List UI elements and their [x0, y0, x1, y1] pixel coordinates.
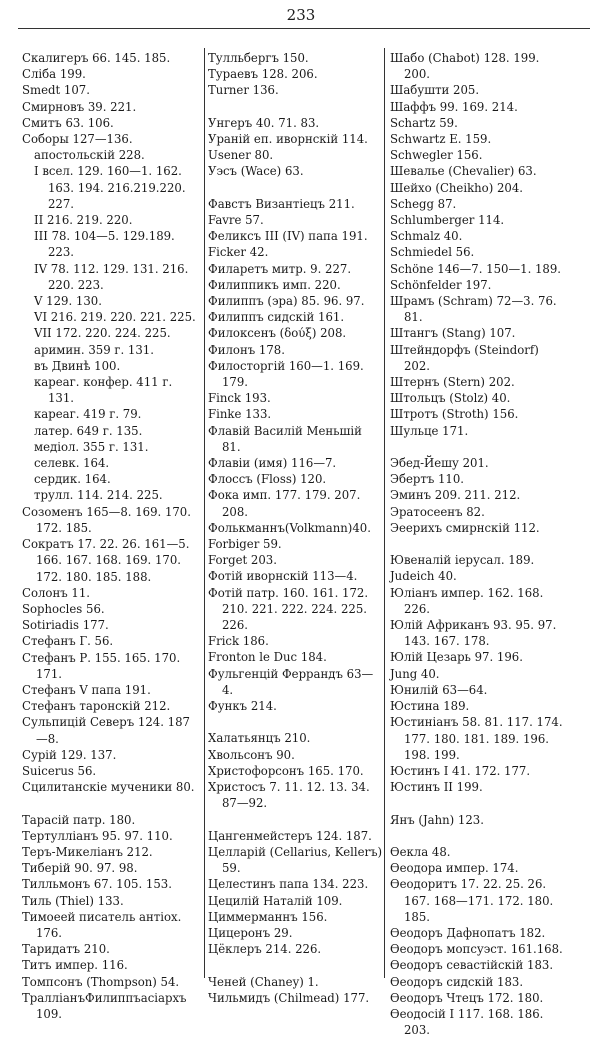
index-entry: Schartz 59.	[390, 115, 458, 130]
index-entry: Фавстъ Византіецъ 211.	[208, 196, 355, 211]
column-divider-left	[204, 48, 205, 978]
section-gap	[208, 957, 384, 973]
index-entry: Тертулліанъ 95. 97. 110.	[22, 828, 173, 843]
index-entry: латер. 649 г. 135.	[34, 423, 143, 438]
index-entry: кареаг. конфер. 411 г. 131.	[34, 375, 173, 406]
page-number: 233	[286, 6, 316, 24]
index-entry: Schmiedel 56.	[390, 245, 475, 260]
index-entry: Христофорсонъ 165. 170.	[208, 763, 364, 778]
index-entry: апостольскій 228.	[34, 148, 145, 163]
index-entry: Ficker 42.	[208, 245, 269, 260]
index-entry: Turner 136.	[208, 83, 279, 98]
index-entry: Өеодосій I 117. 168. 186. 203.	[390, 1006, 544, 1038]
index-entry: Forbiger 59.	[208, 537, 282, 552]
index-entry: Тулльбергъ 150.	[208, 51, 309, 65]
index-entry: Филаретъ митр. 9. 227.	[208, 261, 352, 276]
index-entry: Фолькманнъ(Volkmann)40.	[208, 520, 371, 535]
index-entry: Теръ-Микеліанъ 212.	[22, 844, 153, 859]
index-entry: Штейндорфъ (Steindorf) 202.	[390, 342, 539, 373]
index-entry: Филоксенъ (δούξ) 208.	[208, 326, 347, 341]
index-entry: Фока имп. 177. 179. 207. 208.	[208, 488, 361, 519]
index-entry: Скалигеръ 66. 145. 185.	[22, 51, 171, 65]
index-entry: Цицеронъ 29.	[208, 925, 293, 940]
index-entry: Finke 133.	[208, 407, 272, 422]
index-entry: Эратосеенъ 82.	[390, 504, 485, 519]
index-entry: IV 78. 112. 129. 131. 216. 220. 223.	[34, 261, 189, 292]
index-entry: Флавіи (имя) 116—7.	[208, 456, 337, 471]
column-divider-right	[384, 48, 385, 978]
index-entry: Филонъ 178.	[208, 342, 285, 357]
index-entry: Филосторгій 160—1. 169. 179.	[208, 358, 364, 390]
index-entry: Стефанъ Г. 56.	[22, 634, 114, 649]
index-entry: Ченей (Chaney) 1.	[208, 974, 319, 989]
index-entry: сердик. 164.	[34, 472, 111, 487]
index-entry: Sotiriadis 177.	[22, 618, 109, 633]
index-entry: Христосъ 7. 11. 12. 13. 34. 87—92.	[208, 780, 370, 811]
index-entry: Frick 186.	[208, 634, 269, 649]
index-entry: Целларій (Cellarius, Kellerъ) 59.	[208, 844, 383, 876]
index-entry: Томпсонъ (Thompson) 54.	[22, 974, 180, 989]
index-entry: Юстинъ II 199.	[390, 780, 483, 795]
index-entry: Юлій Африканъ 93. 95. 97. 143. 167. 178.	[390, 618, 557, 649]
index-entry: Сократъ 17. 22. 26. 161—5. 166. 167. 168. 169. 170. 172. 180. 185. 188.	[22, 537, 190, 584]
index-entry: Стефанъ Р. 155. 165. 170. 171.	[22, 650, 181, 681]
index-entry: Янъ (Jahn) 123.	[390, 812, 484, 827]
index-entry: Юліанъ импер. 162. 168. 226.	[390, 585, 544, 616]
index-entry: Тиберій 90. 97. 98.	[22, 861, 138, 876]
index-entry: Suicerus 56.	[22, 763, 97, 778]
index-entry: Штротъ (Stroth) 156.	[390, 407, 519, 422]
index-entry: I всел. 129. 160—1. 162. 163. 194. 216.219.220. 227.	[34, 164, 186, 211]
index-entry: Смирновъ 39. 221.	[22, 99, 137, 114]
index-entry: медіол. 355 г. 131.	[34, 439, 149, 454]
index-entry: Usener 80.	[208, 148, 274, 163]
index-entry: Schlumberger 114.	[390, 213, 505, 228]
index-entry: Юстина 189.	[390, 699, 470, 714]
index-entry: Шабушти 205.	[390, 83, 480, 98]
index-entry: Favre 57.	[208, 213, 264, 227]
index-entry: аримин. 359 г. 131.	[34, 342, 154, 357]
index-column-2	[208, 50, 384, 1006]
index-entry: Forget 203.	[208, 553, 277, 568]
index-entry: Schönfelder 197.	[390, 277, 492, 292]
index-entry: Юстинъ I 41. 172. 177.	[390, 763, 531, 778]
index-entry: Тимоеей писатель антіох. 176.	[22, 909, 182, 940]
index-entry: Тилльмонъ 67. 105. 153.	[22, 877, 172, 892]
index-entry: Өеодоритъ 17. 22. 25. 26. 167. 168—171. 172. 180. 185.	[390, 877, 554, 924]
index-entry: Sophocles 56.	[22, 601, 105, 616]
index-entry: Филиппикъ имп. 220.	[208, 277, 341, 292]
index-entry: Эбертъ 110.	[390, 472, 465, 487]
index-entry: Шабо (Chabot) 128. 199. 200.	[390, 51, 540, 82]
index-entry: Jung 40.	[390, 666, 440, 681]
section-gap	[390, 795, 566, 811]
index-entry: Өеодоръ Дафнопатъ 182.	[390, 925, 546, 940]
index-entry: селевк. 164.	[34, 456, 110, 471]
index-entry: Ураній еп. иворнскій 114.	[208, 132, 368, 146]
index-entry: Тиль (Thiel) 133.	[22, 893, 124, 908]
index-entry: Юнилій 63—64.	[390, 682, 488, 697]
index-entry: Чильмидъ (Chilmead) 177.	[208, 990, 370, 1005]
index-entry: Штангъ (Stang) 107.	[390, 326, 516, 341]
index-entry: VI 216. 219. 220. 221. 225.	[34, 310, 196, 325]
section-gap	[390, 828, 566, 844]
index-column-3	[390, 50, 566, 1038]
index-entry: Шейхо (Cheikho) 204.	[390, 180, 524, 195]
index-entry: Шульце 171.	[390, 423, 469, 438]
index-entry: трулл. 114. 214. 225.	[34, 488, 163, 503]
index-entry: Стефанъ таронскій 212.	[22, 699, 171, 714]
index-entry: Фотій иворнскій 113—4.	[208, 569, 358, 584]
index-entry: Флоссъ (Floss) 120.	[208, 472, 327, 487]
index-entry: Schmalz 40.	[390, 229, 463, 244]
index-entry: Цецилій Наталій 109.	[208, 893, 343, 908]
index-entry: Таридатъ 210.	[22, 942, 110, 957]
index-entry: Целестинъ папа 134. 223.	[208, 877, 369, 892]
index-entry: Цёклеръ 214. 226.	[208, 942, 322, 957]
index-entry: Фотій патр. 160. 161. 172. 210. 221. 222. 224. 225. 226.	[208, 585, 369, 633]
index-entry: Өеодоръ Чтецъ 172. 180.	[390, 990, 544, 1005]
index-entry: Өеодора импер. 174.	[390, 861, 519, 876]
index-entry: II 216. 219. 220.	[34, 213, 133, 228]
index-entry: въ Двинѣ 100.	[34, 358, 121, 373]
index-entry: Халатьянцъ 210.	[208, 731, 311, 746]
section-gap	[390, 439, 566, 455]
index-entry: Феликсъ III (IV) папа 191.	[208, 229, 368, 244]
index-entry: Эбед-Йешу 201.	[390, 456, 489, 471]
section-gap	[208, 812, 384, 828]
index-entry: Fronton le Duc 184.	[208, 650, 327, 665]
index-entry: Сульпицій Северъ 124. 187—8.	[22, 715, 190, 746]
index-entry: Шевалье (Chevalier) 63.	[390, 164, 537, 179]
index-entry: Юлій Цезарь 97. 196.	[390, 650, 523, 665]
index-entry: Циммерманнъ 156.	[208, 909, 328, 924]
index-entry: Титъ импер. 116.	[22, 958, 128, 973]
index-entry: Smedt 107.	[22, 83, 90, 98]
index-entry: Тарасій патр. 180.	[22, 812, 136, 827]
index-entry: III 78. 104—5. 129.189. 223.	[34, 229, 175, 260]
index-entry: Schegg 87.	[390, 196, 457, 211]
index-entry: Сцилитанскіе мученики 80.	[22, 780, 195, 795]
section-gap	[208, 714, 384, 730]
index-entry: Юстиніанъ 58. 81. 117. 174. 177. 180. 181. 189. 196. 198. 199.	[390, 715, 563, 762]
index-entry: VII 172. 220. 224. 225.	[34, 326, 171, 341]
section-gap	[22, 795, 198, 811]
index-entry: кареаг. 419 г. 79.	[34, 407, 142, 422]
index-entry: Штольцъ (Stolz) 40.	[390, 391, 511, 406]
index-entry: Шрамъ (Schram) 72—3. 76. 81.	[390, 294, 557, 325]
index-entry: Созоменъ 165—8. 169. 170. 172. 185.	[22, 504, 191, 535]
index-entry: Филиппъ (эра) 85. 96. 97.	[208, 294, 365, 309]
index-entry: Стефанъ V папа 191.	[22, 682, 151, 697]
index-entry: Эеерихъ смирнскій 112.	[390, 520, 540, 535]
index-entry: Шаффъ 99. 169. 214.	[390, 99, 518, 114]
index-entry: Солонъ 11.	[22, 585, 90, 600]
index-column-1	[22, 50, 198, 1022]
index-entry: Штернъ (Stern) 202.	[390, 375, 515, 390]
index-entry: Соборы 127—136.	[22, 132, 133, 147]
index-entry: Уэсъ (Wace) 63.	[208, 164, 304, 179]
section-gap	[390, 536, 566, 552]
index-entry: Тураевъ 128. 206.	[208, 67, 318, 82]
index-entry: Өеодоръ сидскій 183.	[390, 974, 524, 989]
index-entry: Сурій 129. 137.	[22, 747, 117, 762]
index-entry: Өеодоръ мопсуэст. 161.168.	[390, 942, 563, 957]
header-rule	[18, 28, 590, 29]
index-entry: Өекла 48.	[390, 844, 451, 859]
index-entry: Schöne 146—7. 150—1. 189.	[390, 261, 562, 276]
index-entry: V 129. 130.	[34, 294, 102, 309]
section-gap	[208, 99, 384, 115]
index-entry: Хвольсонъ 90.	[208, 747, 295, 762]
index-entry: Ювеналій іерусал. 189.	[390, 553, 535, 568]
section-gap	[208, 180, 384, 196]
index-entry: Schwartz E. 159.	[390, 132, 492, 147]
index-entry: Сліба 199.	[22, 67, 86, 82]
index-entry: Унгеръ 40. 71. 83.	[208, 115, 320, 130]
index-entry: Эминъ 209. 211. 212.	[390, 488, 521, 503]
index-entry: Цангенмейстеръ 124. 187.	[208, 828, 372, 843]
index-entry: Функъ 214.	[208, 699, 277, 714]
index-entry: Judeich 40.	[390, 569, 457, 584]
index-entry: Флавій Василій Меньшій 81.	[208, 423, 362, 454]
index-entry: Schwegler 156.	[390, 148, 483, 163]
index-entry: Смитъ 63. 106.	[22, 115, 114, 130]
index-entry: Finck 193.	[208, 391, 271, 406]
index-entry: Өеодоръ севастійскій 183.	[390, 958, 554, 973]
index-entry: ТралліанъФилиппъасіархъ 109.	[22, 990, 187, 1021]
index-entry: Фульгенцій Феррандъ 63—4.	[208, 666, 374, 697]
index-entry: Филиппъ сидскій 161.	[208, 310, 345, 325]
